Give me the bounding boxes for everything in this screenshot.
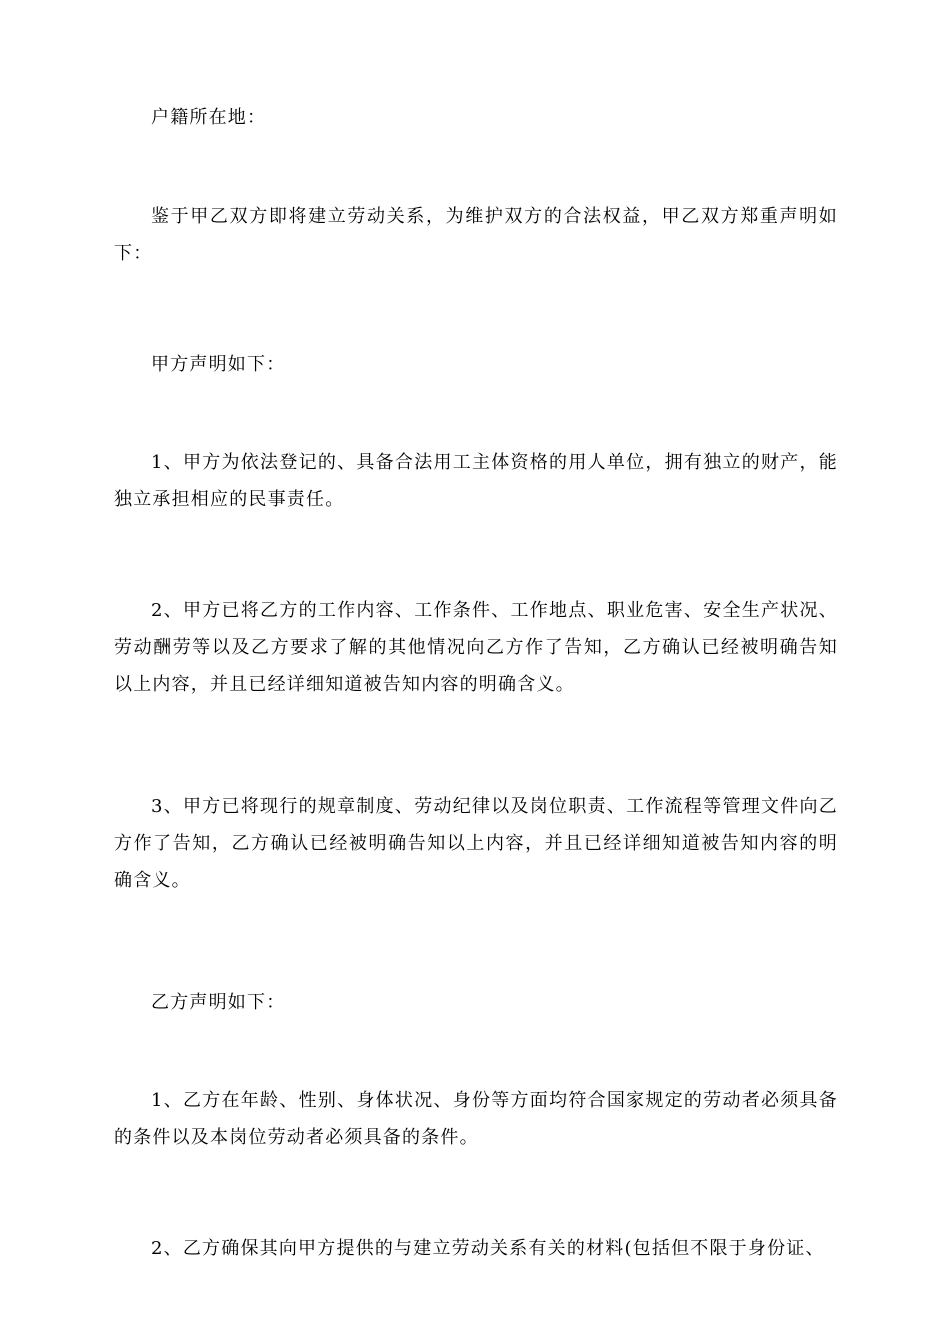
preamble-paragraph: 鉴于甲乙双方即将建立劳动关系，为维护双方的合法权益，甲乙双方郑重声明如下： xyxy=(114,206,838,264)
party-a-heading: 甲方声明如下： xyxy=(151,354,286,375)
party-b-heading: 乙方声明如下： xyxy=(151,992,286,1013)
household-registration-line: 户籍所在地： xyxy=(151,107,267,128)
party-a-clause-2: 2、甲方已将乙方的工作内容、工作条件、工作地点、职业危害、安全生产状况、劳动酬劳等以及乙方要求了解的其他情况向乙方作了告知，乙方确认已经被明确告知以上内容，并且已经详细知道被告知内容的明确含义。 xyxy=(114,600,838,695)
party-a-clause-3: 3、甲方已将现行的规章制度、劳动纪律以及岗位职责、工作流程等管理文件向乙方作了告知，乙方确认已经被明确告知以上内容，并且已经详细知道被告知内容的明确含义。 xyxy=(114,796,838,891)
party-b-clause-1: 1、乙方在年龄、性别、身体状况、身份等方面均符合国家规定的劳动者必须具备的条件以及本岗位劳动者必须具备的条件。 xyxy=(114,1090,838,1148)
party-b-clause-2: 2、乙方确保其向甲方提供的与建立劳动关系有关的材料(包括但不限于身份证、 xyxy=(151,1238,825,1259)
party-a-clause-1: 1、甲方为依法登记的、具备合法用工主体资格的用人单位，拥有独立的财产，能独立承担相应的民事责任。 xyxy=(114,452,838,510)
